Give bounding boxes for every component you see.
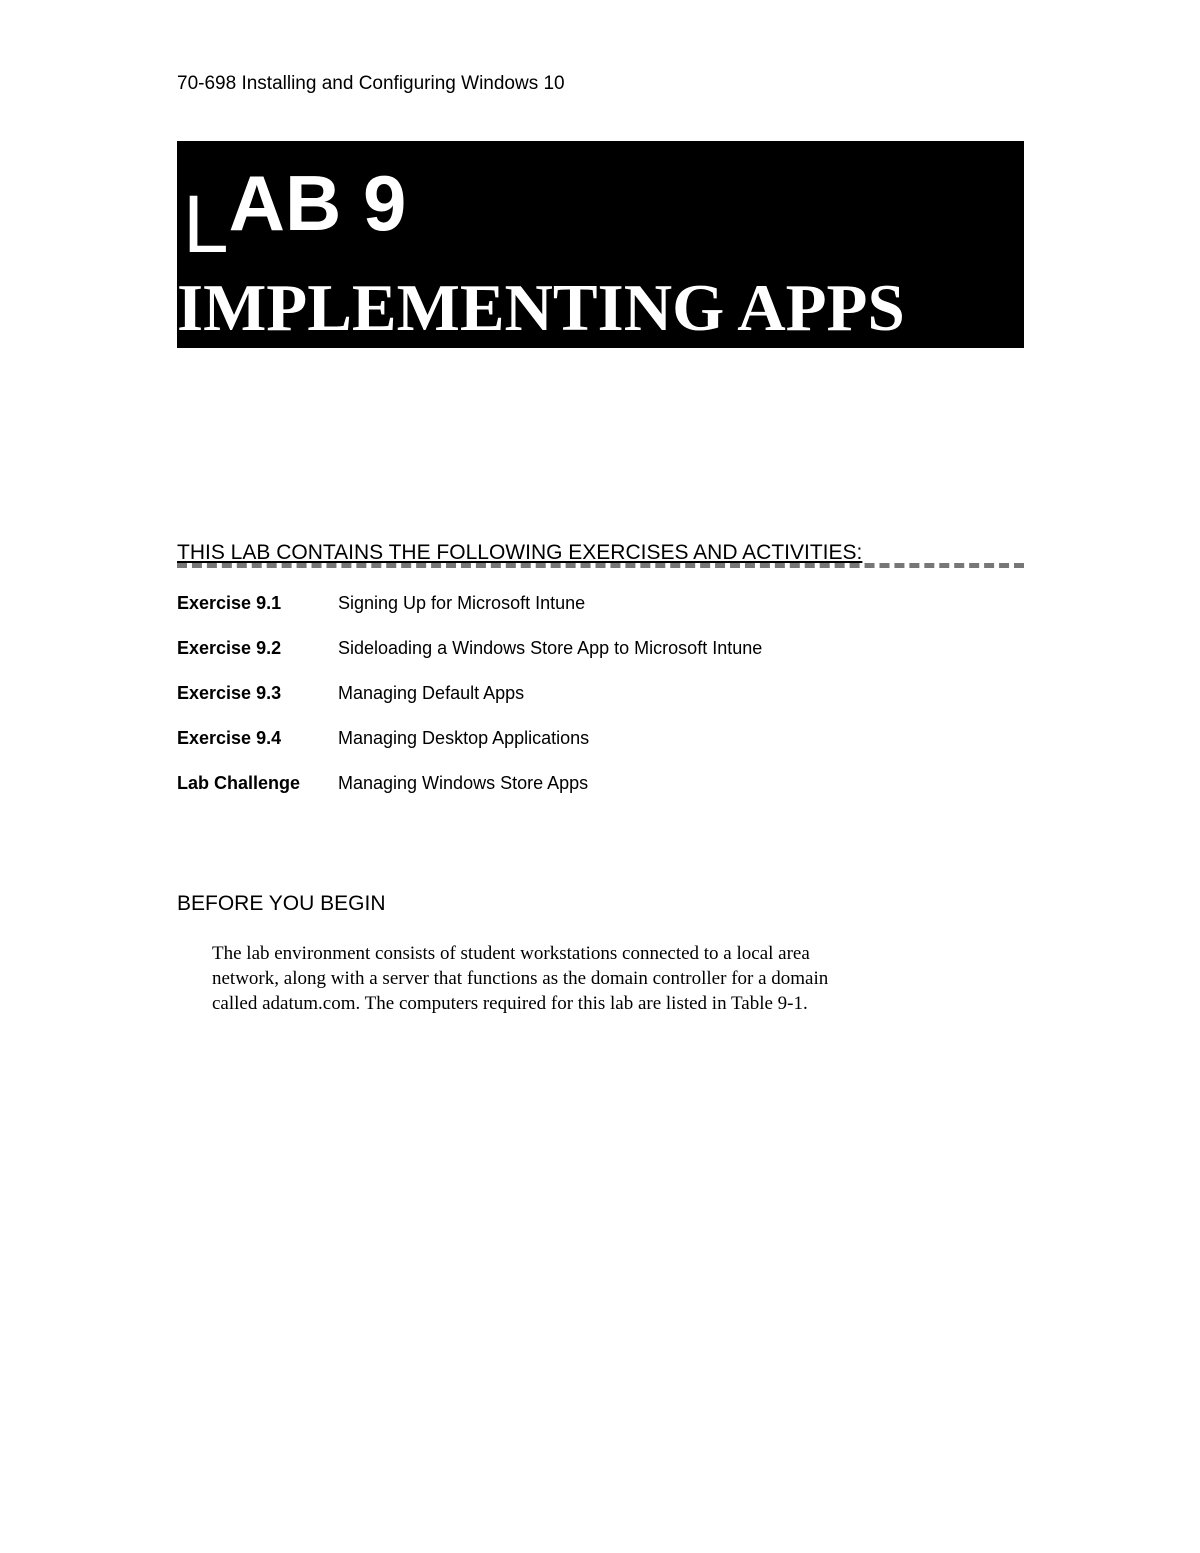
exercise-description: Sideloading a Windows Store App to Microsoft Intune [338, 638, 763, 658]
running-header: 70-698 Installing and Configuring Windows 10 [177, 73, 565, 94]
lab-title-initial: L [183, 179, 229, 270]
exercise-description: Signing Up for Microsoft Intune [338, 593, 586, 613]
exercise-row [177, 591, 1024, 617]
paragraph-line: called adatum.com. The computers required for this lab are listed in Table 9-1. [212, 993, 808, 1014]
exercise-row [177, 681, 1024, 707]
paragraph-line: The lab environment consists of student workstations connected to a local area [212, 943, 810, 964]
exercise-row [177, 636, 1024, 662]
lab-title-rest: AB 9 [228, 159, 407, 247]
exercise-label: Exercise 9.1 [177, 593, 282, 613]
exercise-label: Lab Challenge [177, 773, 301, 793]
contents-heading: THIS LAB CONTAINS THE FOLLOWING EXERCISES AND ACTIVITIES: [177, 541, 863, 564]
exercise-label: Exercise 9.2 [177, 638, 282, 658]
intro-paragraph [212, 941, 932, 1016]
exercise-description: Managing Desktop Applications [338, 728, 590, 748]
exercise-description: Managing Default Apps [338, 683, 525, 703]
exercise-row [177, 771, 1024, 797]
exercise-label: Exercise 9.4 [177, 728, 282, 748]
before-you-begin-heading: BEFORE YOU BEGIN [177, 892, 386, 915]
lab-number-title [183, 159, 407, 270]
paragraph-line: network, along with a server that functions as the domain controller for a domain [212, 968, 829, 989]
exercise-description: Managing Windows Store Apps [338, 773, 589, 793]
chapter-title: IMPLEMENTING APPS [177, 271, 905, 345]
title-banner [177, 141, 1024, 348]
dashed-divider [177, 563, 1024, 568]
exercise-row [177, 726, 1024, 752]
exercise-label: Exercise 9.3 [177, 683, 282, 703]
